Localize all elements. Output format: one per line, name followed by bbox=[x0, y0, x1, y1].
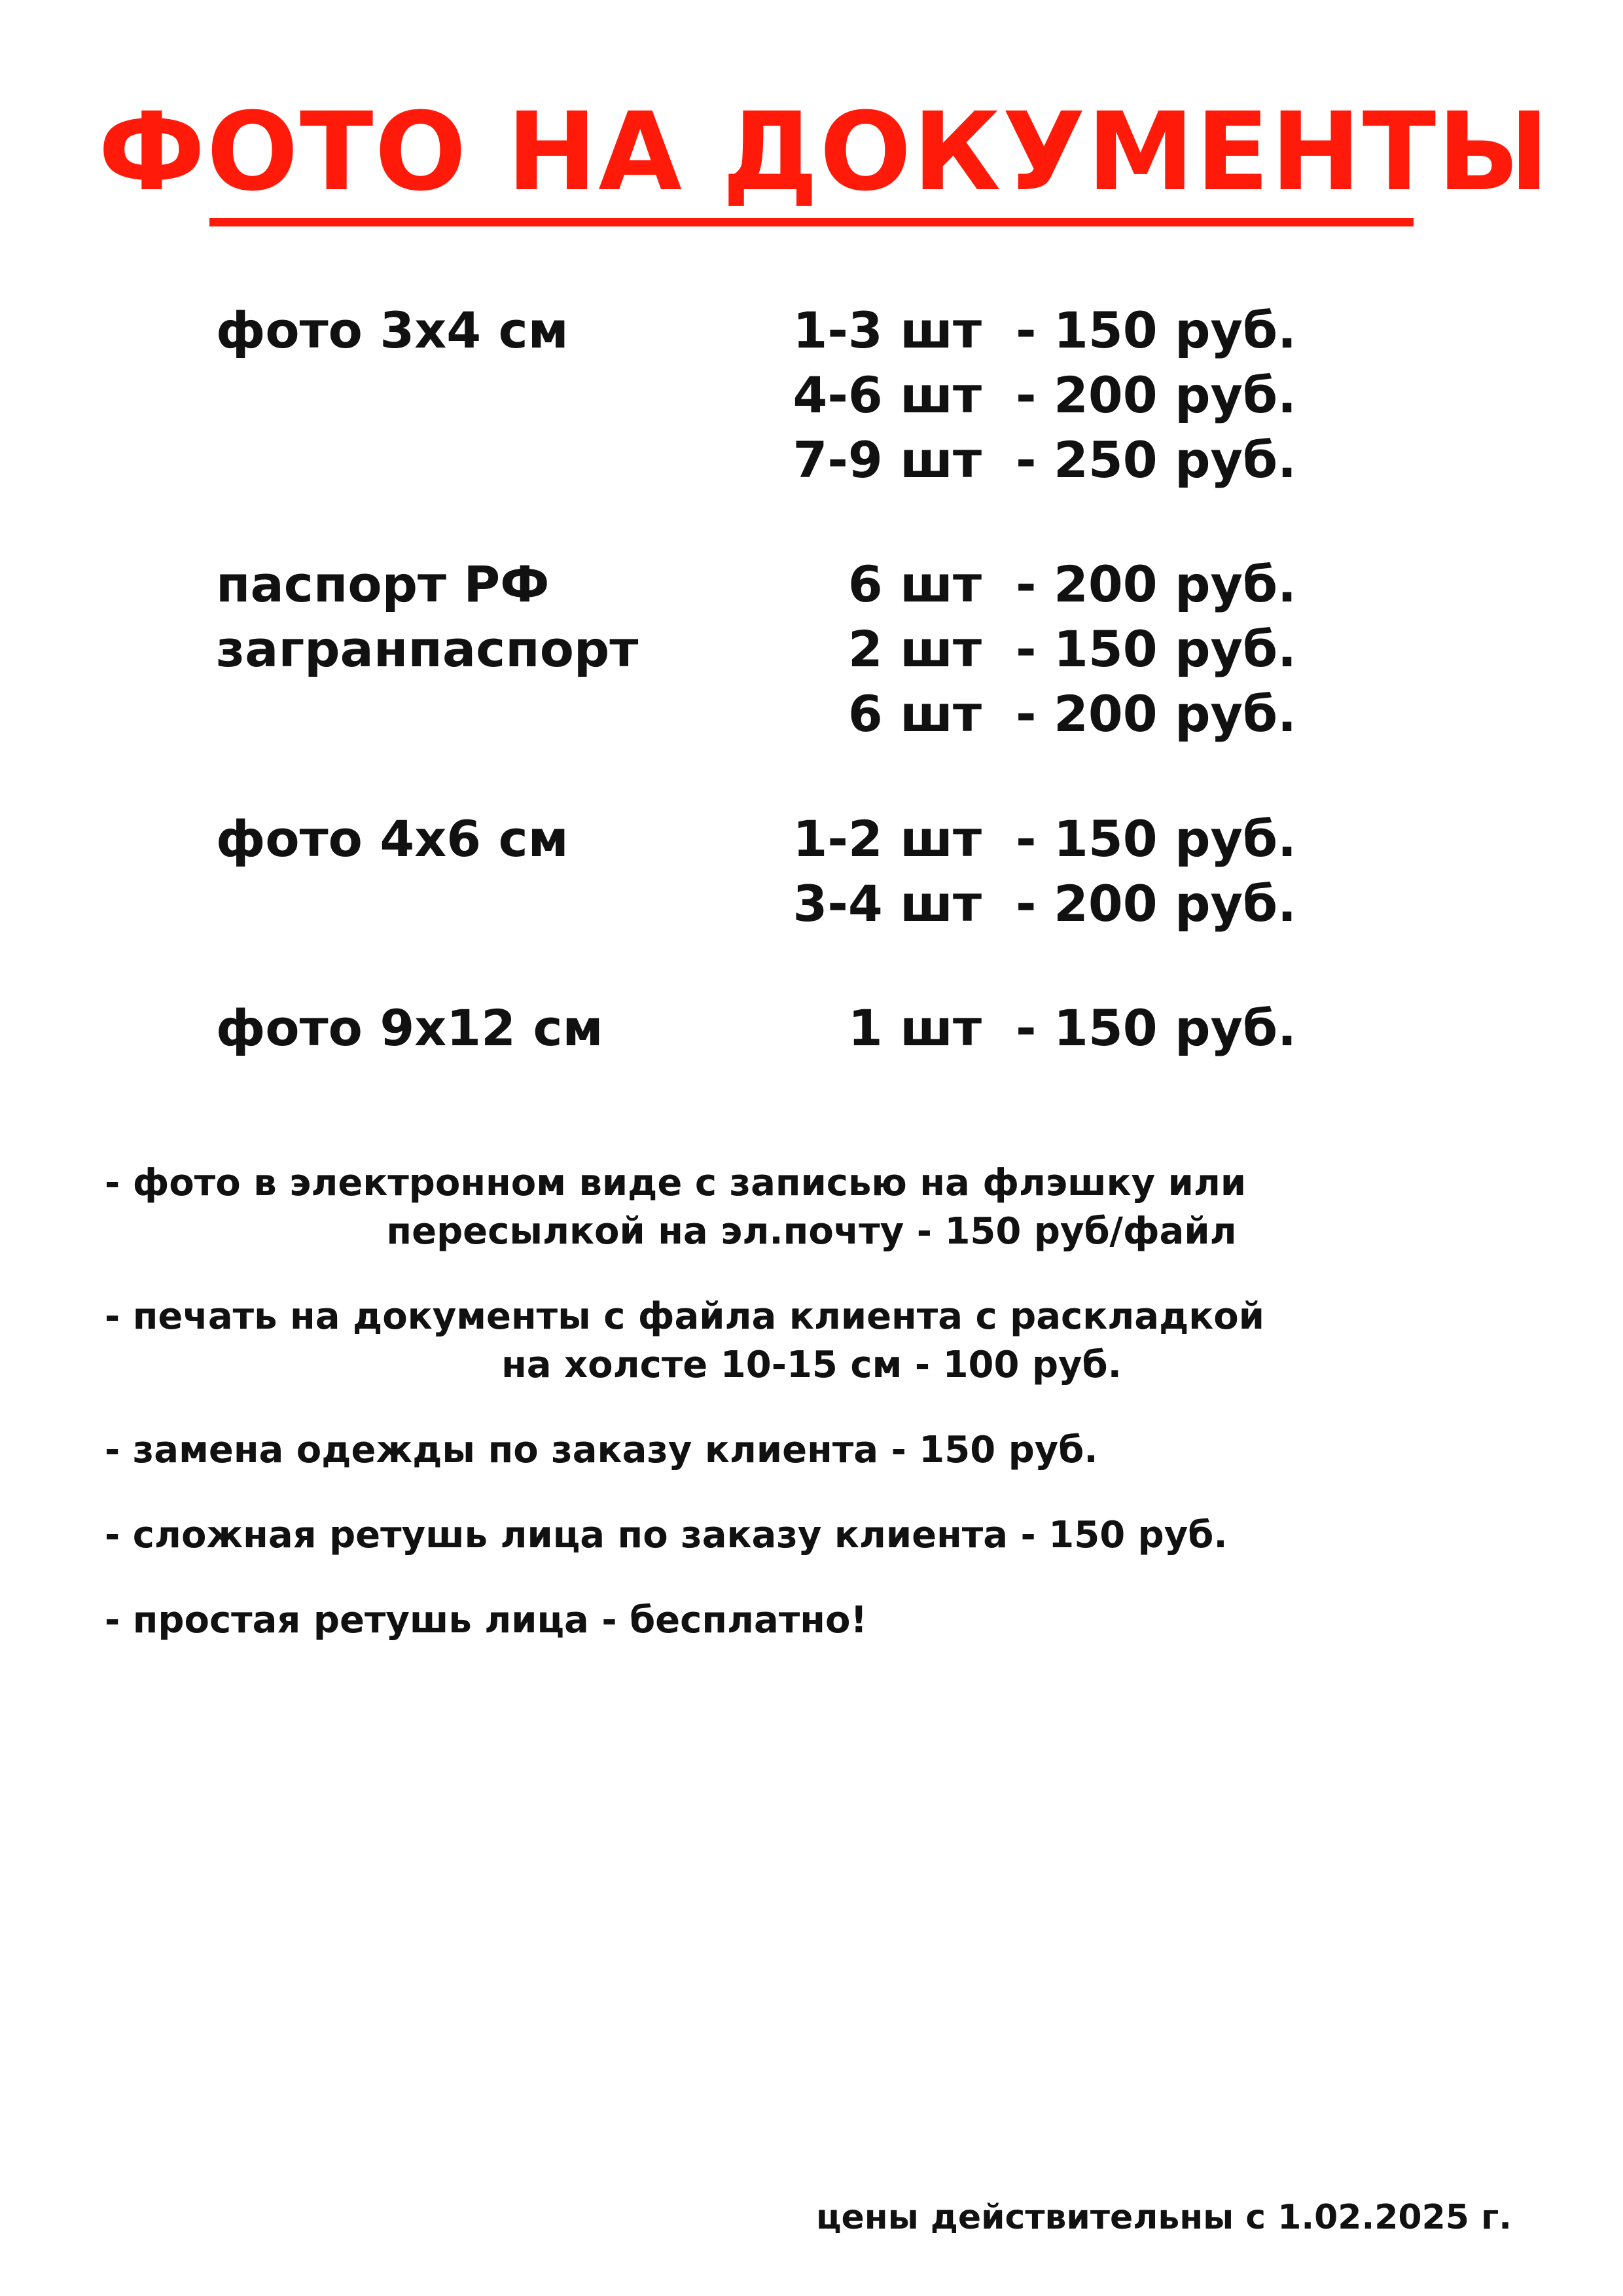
note-electronic bbox=[98, 1159, 1525, 1256]
price-row bbox=[98, 872, 1525, 937]
price-group-photo-9x12 bbox=[98, 996, 1525, 1061]
price-group-photo-3x4 bbox=[98, 298, 1525, 492]
note-line: на холсте 10-15 см - 100 руб. bbox=[501, 1343, 1122, 1386]
note-line: - печать на документы с файла клиента с раскладкой bbox=[105, 1295, 1265, 1338]
note-line: - простая ретушь лица - бесплатно! bbox=[105, 1598, 868, 1641]
additional-services-list bbox=[98, 1159, 1525, 1681]
price-table bbox=[98, 298, 1525, 1061]
note-simple-retouch bbox=[98, 1596, 1525, 1645]
note-complex-retouch bbox=[98, 1511, 1525, 1560]
price-row bbox=[98, 363, 1525, 428]
title-underline bbox=[209, 218, 1414, 226]
price-item-quantity: 3-4 шт bbox=[793, 874, 982, 933]
note-line: - замена одежды по заказу клиента - 150 руб. bbox=[105, 1428, 1098, 1471]
price-item-quantity: 6 шт bbox=[847, 555, 982, 614]
price-item-price: - 200 руб. bbox=[1016, 684, 1296, 743]
footer bbox=[98, 2198, 1525, 2257]
price-item-quantity: 4-6 шт bbox=[793, 365, 982, 424]
price-row bbox=[98, 298, 1525, 363]
price-item-price: - 150 руб. bbox=[1016, 809, 1296, 868]
price-item-quantity: 7-9 шт bbox=[793, 430, 982, 489]
note-clothes-replacement bbox=[98, 1426, 1525, 1475]
note-print-from-client-file bbox=[98, 1293, 1525, 1390]
price-item-label: загранпаспорт bbox=[216, 620, 639, 679]
price-row bbox=[98, 996, 1525, 1061]
price-row bbox=[98, 807, 1525, 872]
price-item-label: фото 3х4 см bbox=[216, 301, 569, 359]
price-group-passport bbox=[98, 552, 1525, 746]
price-item-price: - 150 руб. bbox=[1016, 999, 1296, 1058]
price-item-label: паспорт РФ bbox=[216, 555, 550, 614]
price-row bbox=[98, 617, 1525, 682]
price-row bbox=[98, 682, 1525, 747]
price-group-photo-4x6 bbox=[98, 807, 1525, 937]
price-validity-note: цены действительны с 1.02.2025 г. bbox=[815, 2198, 1512, 2237]
price-item-quantity: 1-2 шт bbox=[793, 809, 982, 868]
price-item-price: - 150 руб. bbox=[1016, 301, 1296, 359]
price-item-quantity: 1-3 шт bbox=[793, 301, 982, 359]
price-item-price: - 200 руб. bbox=[1016, 555, 1296, 614]
page-title: ФОТО НА ДОКУМЕНТЫ bbox=[98, 89, 1551, 215]
note-line: - фото в электронном виде с записью на флэшку или bbox=[105, 1162, 1247, 1205]
note-line: пересылкой на эл.почту - 150 руб/файл bbox=[386, 1210, 1237, 1253]
price-item-label: фото 9х12 см bbox=[216, 999, 603, 1058]
price-row bbox=[98, 552, 1525, 617]
price-row bbox=[98, 428, 1525, 493]
price-item-label: фото 4х6 см bbox=[216, 809, 569, 868]
price-item-price: - 250 руб. bbox=[1016, 430, 1296, 489]
price-item-price: - 200 руб. bbox=[1016, 365, 1296, 424]
price-item-quantity: 2 шт bbox=[847, 620, 982, 679]
title-block bbox=[98, 89, 1551, 226]
price-item-quantity: 1 шт bbox=[847, 999, 982, 1058]
price-item-quantity: 6 шт bbox=[847, 684, 982, 743]
price-item-price: - 150 руб. bbox=[1016, 620, 1296, 679]
note-line: - сложная ретушь лица по заказу клиента - 150 руб. bbox=[105, 1513, 1228, 1556]
price-item-price: - 200 руб. bbox=[1016, 874, 1296, 933]
